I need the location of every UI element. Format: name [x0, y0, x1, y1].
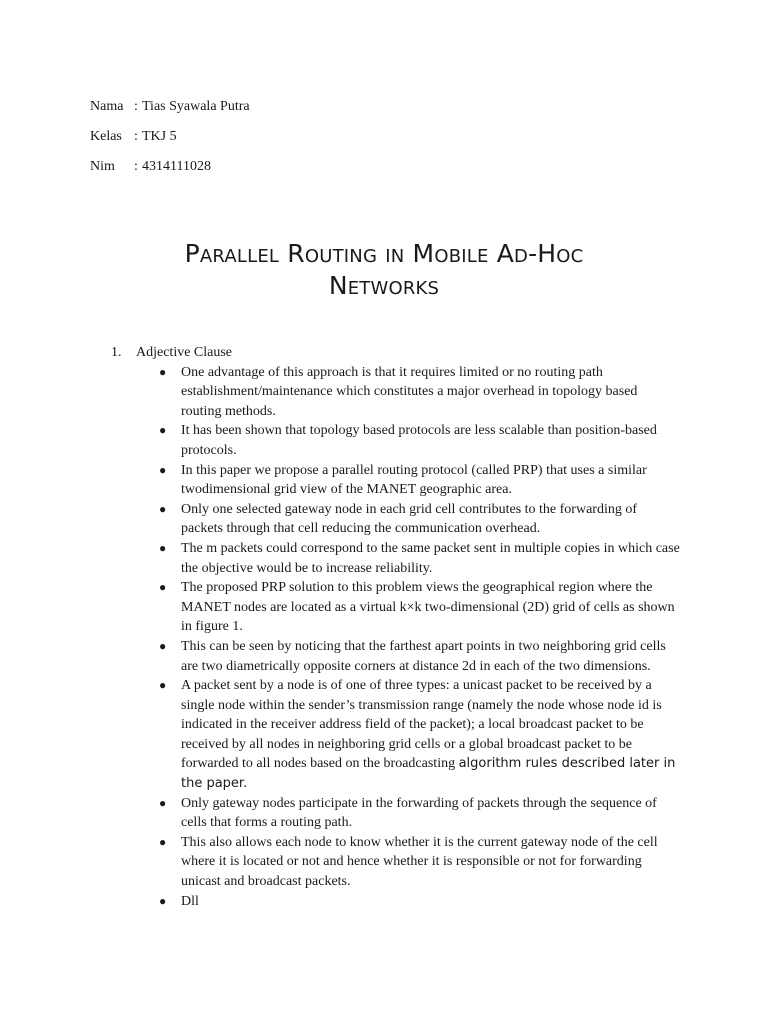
title-line-2: Networks — [328, 271, 440, 300]
bullet-item — [157, 794, 681, 833]
bullet-item — [157, 676, 681, 794]
numbered-list — [111, 343, 691, 911]
identity-value: 4314111028 — [142, 159, 211, 174]
bullet-icon: ● — [159, 638, 167, 653]
identity-row-nama — [90, 92, 250, 122]
bullet-text: It has been shown that topology based protocols are less scalable than position-based protocols. — [181, 423, 657, 458]
bullet-icon: ● — [159, 501, 167, 516]
bullet-item — [157, 500, 681, 539]
list-heading-text: Adjective Clause — [136, 345, 233, 360]
bullet-icon: ● — [159, 364, 167, 379]
bullet-text: The m packets could correspond to the same packet sent in multiple copies in which case the objective would be to increase reliability. — [181, 540, 680, 576]
bullet-icon: ● — [159, 580, 167, 595]
bullet-item — [157, 461, 681, 500]
identity-block — [90, 92, 250, 182]
identity-label: Kelas — [90, 129, 122, 144]
bullet-text: This also allows each node to know whether it is the current gateway node of the cell where it is located or not and hence whether it is responsible or not for forwarding unicast and broadcast packets. — [181, 834, 658, 890]
bullet-text: Only one selected gateway node in each grid cell contributes to the forwarding of packets through that cell reducing the communication overhead. — [181, 501, 638, 537]
bullet-item — [157, 892, 681, 912]
list-heading — [111, 343, 691, 363]
identity-separator: : — [134, 99, 138, 114]
bullet-icon: ● — [159, 678, 167, 693]
bullet-item — [157, 578, 681, 637]
identity-value: TKJ 5 — [142, 129, 177, 144]
identity-separator: : — [134, 159, 138, 174]
bullet-item — [157, 833, 681, 892]
bullet-icon: ● — [159, 795, 167, 810]
title-line-1: Parallel Routing in Mobile Ad-Hoc — [184, 239, 584, 268]
identity-separator: : — [134, 129, 138, 144]
bullet-text-tail: algorithm rules described later in the paper. — [181, 756, 676, 792]
bullet-text: The proposed PRP solution to this problem views the geographical region where the MANET nodes are located as a virtual k×k two-dimensional (2D) grid of cells as shown in figure 1. — [181, 580, 675, 635]
bullet-icon: ● — [159, 540, 167, 555]
identity-label: Nim — [90, 159, 115, 174]
bullet-icon: ● — [159, 893, 167, 908]
bullet-list — [157, 363, 691, 912]
bullet-text: One advantage of this approach is that it requires limited or no routing path establishment/maintenance which constitutes a major overhead in topology based routing methods. — [181, 364, 638, 419]
identity-value: Tias Syawala Putra — [142, 99, 250, 114]
identity-row-kelas — [90, 122, 250, 152]
bullet-icon: ● — [159, 423, 167, 438]
bullet-item — [157, 363, 681, 422]
bullet-text: Only gateway nodes participate in the forwarding of packets through the sequence of cells that forms a routing path. — [181, 795, 657, 831]
bullet-text: In this paper we propose a parallel routing protocol (called PRP) that uses a similar twodimensional grid view of the MANET geographic area. — [181, 462, 647, 498]
bullet-item — [157, 421, 681, 460]
bullet-icon: ● — [159, 462, 167, 477]
list-number: 1. — [111, 345, 122, 360]
bullet-item — [157, 539, 681, 578]
identity-label: Nama — [90, 99, 124, 114]
bullet-icon: ● — [159, 834, 167, 849]
bullet-item — [157, 637, 681, 676]
identity-row-nim — [90, 152, 250, 182]
bullet-text: A packet sent by a node is of one of three types: a unicast packet to be received by a single node within the sender’s transmission range (namely the node whose node id is indicated in the receiver address field of the packet); a local broadcast packet to be received by all nodes in neighboring grid cells or a global broadcast packet to be forwarded to all nodes based on the broadcasting — [181, 678, 662, 772]
bullet-text: This can be seen by noticing that the farthest apart points in two neighboring grid cells are two diametrically opposite corners at distance 2d in each of the two dimensions. — [181, 638, 666, 674]
document-title — [0, 238, 768, 302]
bullet-text: Dll — [181, 893, 199, 909]
